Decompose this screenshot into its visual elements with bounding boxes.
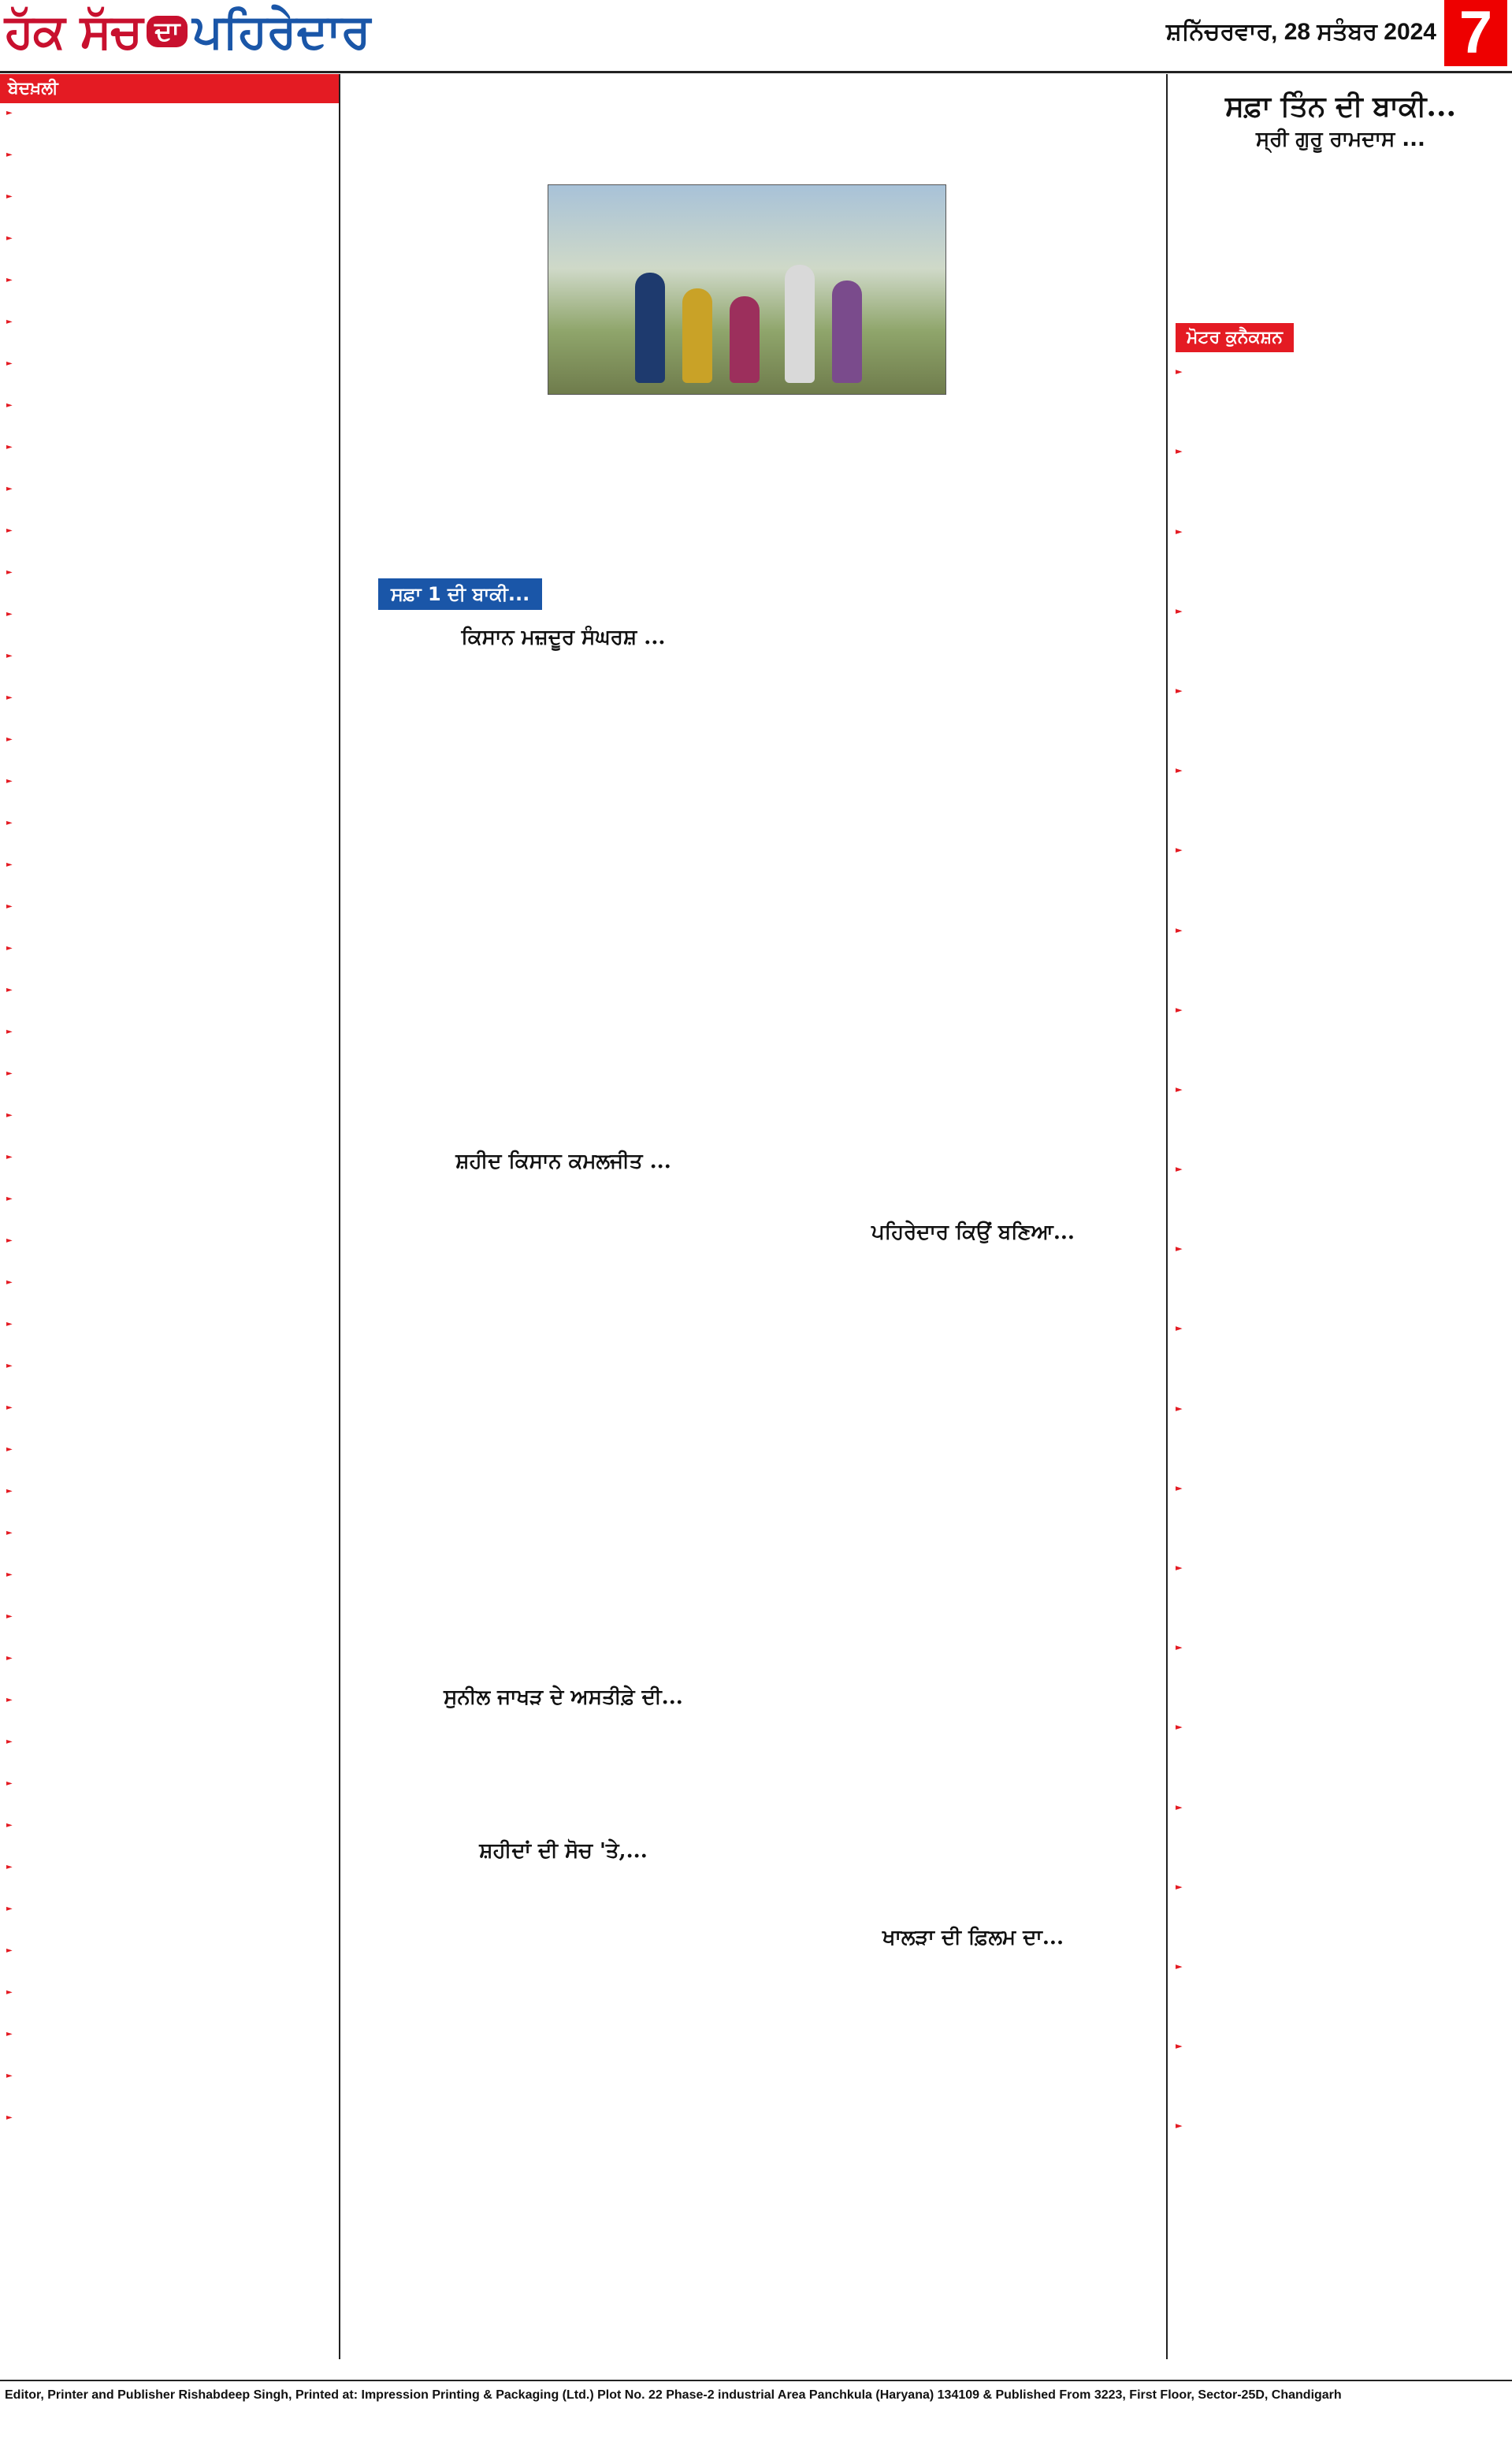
motor-connection-item xyxy=(1168,526,1512,596)
motor-connection-list xyxy=(1168,366,1512,2191)
eviction-notice-item xyxy=(6,691,332,727)
person-figure xyxy=(730,296,760,383)
eviction-notice-item xyxy=(6,1735,332,1771)
eviction-notice-item xyxy=(6,1359,332,1395)
motor-connection-item xyxy=(1168,1004,1512,1075)
eviction-notice-item xyxy=(6,1317,332,1353)
story-body-1 xyxy=(347,657,780,1138)
eviction-notice-item xyxy=(6,1485,332,1520)
eviction-notice-item xyxy=(6,733,332,768)
main-body-col-3 xyxy=(548,397,674,476)
main-headline xyxy=(347,74,1158,147)
motor-connection-item xyxy=(1168,1083,1512,1154)
imprint-footer: Editor, Printer and Publisher Rishabdeep Singh, Printed at: Impression Printing & Packaging (Ltd.) Plot No. 22 Phase-2 industrial Area Panchkula (Haryana) 134109 & Published From 3223, First Floor, Sector-25D, Chandigarh xyxy=(0,2380,1512,2412)
eviction-notice-item xyxy=(6,816,332,852)
eviction-notice-item xyxy=(6,1025,332,1061)
eviction-notice-item xyxy=(6,1276,332,1311)
story-title-5: ਪਹਿਰੇਦਾਰ ਕਿਉਂ ਬਣਿਆ... xyxy=(871,1221,1075,1244)
eviction-notice-item xyxy=(6,315,332,351)
eviction-notice-item xyxy=(6,357,332,392)
main-body-col-1 xyxy=(347,184,540,413)
newspaper-logo xyxy=(5,0,370,63)
eviction-notice-item xyxy=(6,1860,332,1896)
eviction-notice-item xyxy=(6,524,332,559)
motor-connection-item xyxy=(1168,764,1512,835)
motor-connection-item xyxy=(1168,1641,1512,1712)
eviction-notice-item xyxy=(6,1401,332,1436)
left-bullet-list xyxy=(0,103,339,2156)
eviction-notice-item xyxy=(6,983,332,1019)
eviction-notice-item xyxy=(6,1526,332,1562)
motor-connection-item xyxy=(1168,605,1512,676)
eviction-notice-item xyxy=(6,2111,332,2146)
main-body-col-5 xyxy=(815,397,942,476)
eviction-notice-item xyxy=(6,106,332,142)
dateline: ਸ਼ਨਿੱਚਰਵਾਰ, 28 ਸਤੰਬਰ 2024 xyxy=(1165,19,1436,45)
eviction-notice-item xyxy=(6,1067,332,1102)
eviction-notice-item xyxy=(6,1652,332,1687)
motor-connection-item xyxy=(1168,1801,1512,1872)
continued-banner: ਸਫ਼ਾ 1 ਦੀ ਬਾਕੀ... xyxy=(378,578,542,610)
motor-connection-item xyxy=(1168,924,1512,995)
story-title-6: ਖਾਲੜਾ ਦੀ ਫ਼ਿਲਮ ਦਾ... xyxy=(882,1926,1064,1949)
continued-text-1 xyxy=(788,807,1158,1051)
eviction-notice-item xyxy=(6,2027,332,2063)
motor-connection-section-title: ਮੋਟਰ ਕੁਨੈਕਸ਼ਨ xyxy=(1176,323,1294,352)
eviction-notice-item xyxy=(6,190,332,225)
main-body-col-4 xyxy=(682,397,804,476)
right-intro-text xyxy=(1168,161,1512,318)
eviction-notice-item xyxy=(6,1902,332,1938)
main-body-col-2 xyxy=(953,184,1154,799)
eviction-notice-item xyxy=(6,1109,332,1144)
masthead xyxy=(0,0,1512,73)
eviction-notice-item xyxy=(6,1819,332,1854)
motor-connection-item xyxy=(1168,1243,1512,1314)
motor-connection-item xyxy=(1168,1881,1512,1952)
motor-connection-item xyxy=(1168,2120,1512,2191)
main-story-photo xyxy=(548,184,946,395)
motor-connection-item xyxy=(1168,685,1512,756)
eviction-notice-item xyxy=(6,608,332,643)
page-number: 7 xyxy=(1444,0,1507,66)
motor-connection-item xyxy=(1168,2040,1512,2111)
person-figure xyxy=(785,265,815,383)
eviction-notice-item xyxy=(6,900,332,935)
person-figure xyxy=(832,281,862,383)
motor-connection-item xyxy=(1168,844,1512,915)
story-title-3: ਸੁਨੀਲ ਜਾਖੜ ਦੇ ਅਸਤੀਫ਼ੇ ਦੀ... xyxy=(444,1685,683,1709)
motor-connection-item xyxy=(1168,1721,1512,1792)
motor-connection-item xyxy=(1168,1403,1512,1474)
eviction-notice-item xyxy=(6,399,332,434)
eviction-notice-item xyxy=(6,1234,332,1269)
continued-text-2 xyxy=(788,1540,1158,1792)
eviction-notice-item xyxy=(6,1568,332,1604)
eviction-notice-item xyxy=(6,649,332,685)
main-deck xyxy=(347,151,1158,172)
eviction-notice-item xyxy=(6,1610,332,1645)
right-title: ਸਫ਼ਾ ਤਿੰਨ ਦੀ ਬਾਕੀ... xyxy=(1224,90,1457,123)
eviction-notice-item xyxy=(6,232,332,267)
motor-connection-item xyxy=(1168,1960,1512,2031)
right-subtitle: ਸ੍ਰੀ ਗੁਰੂ ਰਾਮਦਾਸ ... xyxy=(1256,128,1425,151)
story-body-5 xyxy=(788,1252,1158,1536)
left-column-eviction-notices xyxy=(0,74,340,2359)
motor-connection-item xyxy=(1168,1482,1512,1553)
eviction-notice-item xyxy=(6,440,332,476)
story-title-2: ਸ਼ਹੀਦ ਕਿਸਾਨ ਕਮਲਜੀਤ ... xyxy=(455,1150,671,1173)
story-title-4: ਸ਼ਹੀਦਾਂ ਦੀ ਸੋਚ 'ਤੇ,... xyxy=(479,1839,648,1863)
eviction-notice-item xyxy=(6,775,332,810)
eviction-notice-item xyxy=(6,1443,332,1478)
eviction-notice-item xyxy=(6,942,332,977)
motor-connection-item xyxy=(1168,366,1512,437)
eviction-notice-item xyxy=(6,1986,332,2021)
eviction-notice-item xyxy=(6,858,332,894)
eviction-notice-item xyxy=(6,1150,332,1186)
eviction-notice-item xyxy=(6,1693,332,1729)
eviction-notice-item xyxy=(6,482,332,518)
motor-connection-item xyxy=(1168,445,1512,516)
story-body-3 xyxy=(347,1717,780,1819)
person-figure xyxy=(635,273,665,383)
eviction-notice-item xyxy=(6,273,332,309)
eviction-notice-item xyxy=(6,566,332,601)
motor-connection-item xyxy=(1168,1562,1512,1633)
person-figure xyxy=(682,288,712,383)
eviction-notice-item xyxy=(6,1777,332,1812)
motor-connection-item xyxy=(1168,1163,1512,1234)
logo-part1: ਹੱਕ ਸੱਚ xyxy=(5,4,143,59)
main-content xyxy=(347,74,1158,2359)
story-body-6 xyxy=(788,1957,1158,2438)
motor-connection-item xyxy=(1168,1322,1512,1393)
right-column xyxy=(1166,74,1512,2359)
eviction-notice-item xyxy=(6,1944,332,1979)
eviction-notice-item xyxy=(6,1192,332,1228)
story-body-4 xyxy=(347,1871,780,2438)
logo-part3: ਪਹਿਰੇਦਾਰ xyxy=(192,4,371,59)
eviction-notice-item xyxy=(6,148,332,184)
story-title-1: ਕਿਸਾਨ ਮਜ਼ਦੂਰ ਸੰਘਰਸ਼ ... xyxy=(461,626,666,649)
left-section-title: ਬੇਦਖ਼ਲੀ xyxy=(0,74,339,103)
logo-part2: ਦਾ xyxy=(147,16,188,47)
eviction-notice-item xyxy=(6,2069,332,2105)
